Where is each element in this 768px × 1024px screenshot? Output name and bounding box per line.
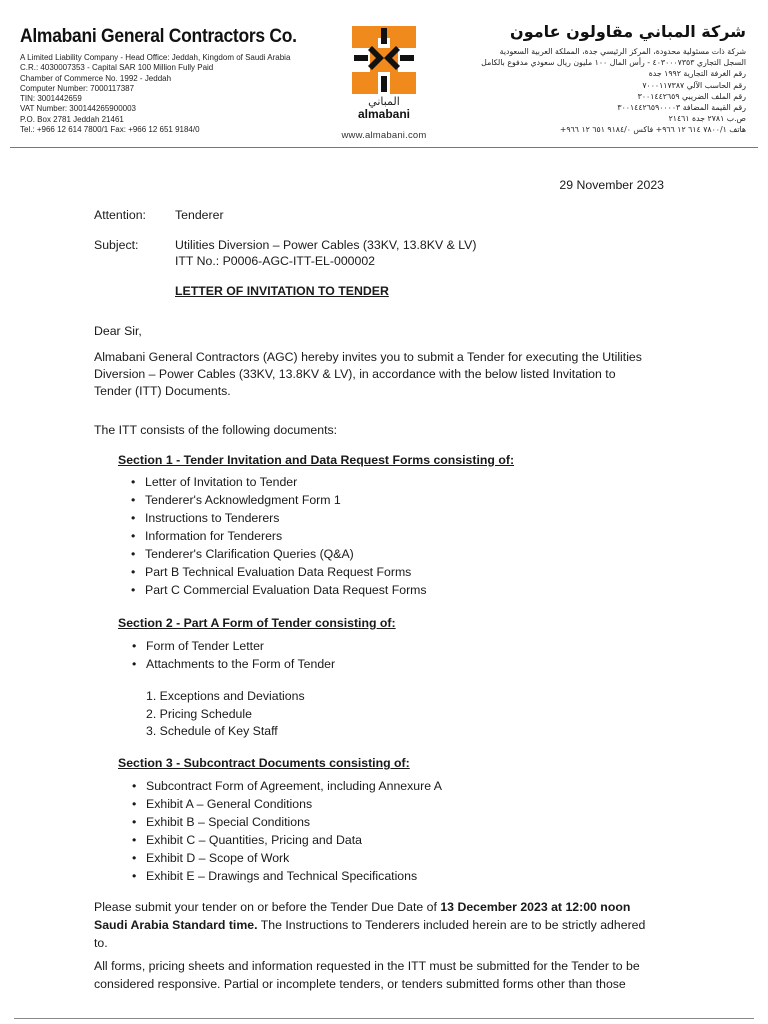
- list-item: • Exhibit E – Drawings and Technical Specifications: [132, 869, 418, 883]
- lh-line-ar: رقم القيمة المضافة ٣٠٠١٤٤٢٦٥٩٠٠٠٠٣: [617, 103, 746, 113]
- forms-paragraph: [94, 957, 668, 993]
- lh-line-ar: رقم الغرفة التجارية ١٩٩٢ جدة: [648, 69, 746, 79]
- bullet-icon: •: [131, 475, 136, 489]
- lh-line-en: Tel.: +966 12 614 7800/1 Fax: +966 12 651 9184/0: [20, 124, 200, 135]
- section1-list: [131, 474, 427, 600]
- due-date: 13 December 2023 at 12:00 noon: [440, 900, 631, 914]
- list-item: • Information for Tenderers: [131, 529, 283, 543]
- section3-title: Section 3 - Subcontract Documents consisting of:: [118, 756, 410, 770]
- forms-line: considered responsive. Partial or incomplete tenders, or tenders submitted forms other than those: [94, 977, 626, 991]
- bullet-icon: •: [132, 851, 137, 865]
- company-name-ar: شركة المباني مقاولون عامون: [510, 22, 746, 41]
- lh-line-ar: هاتف ٧٨٠٠/١ ٦١٤ ١٢ ٩٦٦+ فاكس ٩١٨٤/٠ ٦٥١ ١٢ ٩٦٦+: [559, 125, 746, 135]
- section2-numbered-list: [146, 688, 305, 741]
- bullet-icon: •: [132, 869, 137, 883]
- lh-line-ar: ص.ب ٢٧٨١ جدة ٢١٤٦١: [668, 114, 746, 124]
- due-text: to.: [94, 936, 108, 950]
- list-item: • Letter of Invitation to Tender: [131, 475, 298, 489]
- lh-line-en: Chamber of Commerce No. 1992 - Jeddah: [20, 72, 172, 83]
- numbered-item: 2. Pricing Schedule: [146, 706, 252, 721]
- list-item: • Tenderer's Acknowledgment Form 1: [131, 493, 341, 507]
- lh-line-ar: شركة ذات مسئولية محدودة، المركز الرئيسي جدة، المملكة العربية السعودية: [499, 47, 746, 56]
- lh-line-en: A Limited Liability Company - Head Office: Jeddah, Kingdom of Saudi Arabia: [20, 52, 291, 62]
- list-item: • Exhibit C – Quantities, Pricing and Data: [132, 833, 362, 847]
- list-item: • Subcontract Form of Agreement, including Annexure A: [132, 779, 442, 793]
- company-name-en: Almabani General Contractors Co.: [20, 26, 297, 47]
- logo-latin-text: almabani: [357, 107, 411, 121]
- list-item: • Exhibit B – Special Conditions: [132, 815, 311, 829]
- itt-consists-text: The ITT consists of the following documents:: [94, 423, 338, 437]
- section2-list: [132, 638, 336, 674]
- bullet-icon: •: [132, 779, 137, 793]
- lh-line-en: Computer Number: 7000117387: [20, 82, 135, 93]
- lh-line-en: P.O. Box 2781 Jeddah 21461: [20, 113, 124, 124]
- section3-list: [132, 778, 442, 886]
- numbered-item: 1. Exceptions and Deviations: [146, 689, 305, 703]
- bullet-icon: •: [132, 797, 137, 811]
- forms-line: All forms, pricing sheets and information requested in the ITT must be submitted for the Tender to be: [94, 959, 640, 973]
- company-logo: [336, 24, 432, 141]
- attention-value: Tenderer: [175, 208, 224, 222]
- letter-title: LETTER OF INVITATION TO TENDER: [175, 284, 389, 298]
- list-item: • Form of Tender Letter: [132, 639, 265, 653]
- lh-line-en: VAT Number: 300144265900003: [20, 103, 136, 114]
- logo-arabic-text: المباني: [368, 95, 400, 108]
- bullet-icon: •: [131, 547, 136, 561]
- bullet-icon: •: [132, 833, 137, 847]
- list-item: • Exhibit A – General Conditions: [132, 797, 313, 811]
- page-bottom-edge: [14, 1018, 754, 1019]
- bullet-icon: •: [131, 565, 136, 579]
- intro-line: Diversion – Power Cables (33KV, 13.8KV & LV), in accordance with the below listed Invitation to: [94, 367, 616, 381]
- salutation: Dear Sir,: [94, 324, 142, 338]
- list-item: • Part B Technical Evaluation Data Request Forms: [131, 565, 412, 579]
- numbered-item: 3. Schedule of Key Staff: [146, 724, 278, 738]
- intro-paragraph: [94, 349, 668, 400]
- itt-number: ITT No.: P0006-AGC-ITT-EL-000002: [175, 254, 376, 268]
- intro-line: Almabani General Contractors (AGC) hereby invites you to submit a Tender for executing the Utilities: [94, 350, 642, 364]
- list-item: • Part C Commercial Evaluation Data Request Forms: [131, 583, 427, 597]
- subject-line: Utilities Diversion – Power Cables (33KV, 13.8KV & LV): [175, 238, 477, 252]
- letterhead-divider: [10, 147, 758, 148]
- due-text: Please submit your tender on or before the Tender Due Date of: [94, 900, 441, 914]
- subject-label: Subject:: [94, 238, 139, 252]
- website-url: www.almabani.com: [341, 130, 427, 141]
- due-text: The Instructions to Tenderers included herein are to be strictly adhered: [257, 918, 646, 932]
- intro-line: Tender (ITT) Documents.: [94, 384, 231, 398]
- lh-line-en: C.R.: 4030007353 - Capital SAR 100 Million Fully Paid: [20, 62, 214, 73]
- lh-line-ar: رقم الملف الضريبي ٣٠٠١٤٤٢٦٥٩: [637, 91, 746, 101]
- bullet-icon: •: [132, 815, 137, 829]
- bullet-icon: •: [131, 529, 136, 543]
- list-item: • Attachments to the Form of Tender: [132, 657, 336, 671]
- section2-title: Section 2 - Part A Form of Tender consisting of:: [118, 616, 396, 630]
- due-date-paragraph: [94, 898, 668, 952]
- section1-title: Section 1 - Tender Invitation and Data Request Forms consisting of:: [118, 453, 515, 467]
- attention-label: Attention:: [94, 208, 146, 222]
- list-item: • Instructions to Tenderers: [131, 511, 280, 525]
- bullet-icon: •: [132, 639, 137, 653]
- bullet-icon: •: [131, 511, 136, 525]
- almabani-logo-icon: [350, 24, 418, 96]
- letterhead-arabic: [426, 22, 746, 136]
- letterhead-english: [20, 26, 320, 134]
- bullet-icon: •: [131, 493, 136, 507]
- list-item: • Tenderer's Clarification Queries (Q&A): [131, 547, 354, 561]
- letter-date: 29 November 2023: [559, 178, 664, 192]
- list-item: • Exhibit D – Scope of Work: [132, 851, 290, 865]
- due-timezone: Saudi Arabia Standard time.: [94, 918, 258, 932]
- lh-line-ar: السجل التجاري ٤٠٣٠٠٠٧٣٥٣ - رأس المال ١٠٠ مليون ريال سعودي مدفوع بالكامل: [481, 58, 746, 68]
- bullet-icon: •: [131, 583, 136, 597]
- lh-line-ar: رقم الحاسب الآلي ٧٠٠٠١١٧٣٨٧: [642, 80, 746, 90]
- lh-line-en: TIN: 3001442659: [20, 93, 82, 104]
- bullet-icon: •: [132, 657, 137, 671]
